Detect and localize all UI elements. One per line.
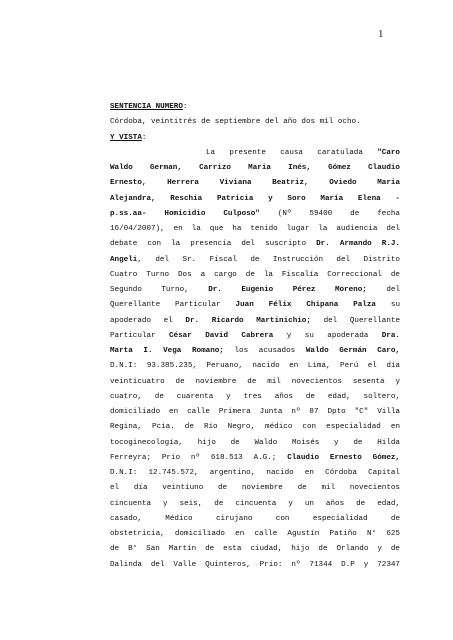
sentencia-label: SENTENCIA NUMERO <box>110 103 183 111</box>
bold-text: Dr. Eugenio Pérez Moreno; <box>208 286 367 294</box>
vista-colon: : <box>141 133 147 142</box>
text-run: D.N.I: 93.385.235, Peruano, nacido en Lima, Perú el día <box>110 362 400 371</box>
text-line <box>110 268 400 283</box>
bold-text: "Caro <box>377 148 400 157</box>
text-run: tocoginecología, hijo de Waldo Moisés y de Hilda <box>110 438 400 447</box>
text-run: del Querellante <box>310 316 401 325</box>
text-run: Segundo Turno, <box>110 286 209 294</box>
paragraph <box>110 146 400 573</box>
text-run: del <box>366 286 400 294</box>
bold-text: Dr. Armando R.J. <box>316 240 400 249</box>
text-run: Particular <box>110 331 169 340</box>
text-run: domiciliado en calle Primera Junta nº 87 Dpto "C" Villa <box>110 408 400 416</box>
text-run: Dalinda del Valle Quinteros, Prio: nº 71344 D.P y 72347 <box>110 560 400 569</box>
vista-heading <box>110 131 400 146</box>
text-line <box>110 512 400 527</box>
text-run: , del Sr. Fiscal de Instrucción del Distrito <box>137 255 400 264</box>
text-line <box>110 161 400 176</box>
text-run: los acusados <box>223 347 306 355</box>
text-line <box>110 253 400 268</box>
text-line <box>110 375 400 390</box>
text-run: (Nº 59400 de fecha <box>259 209 400 218</box>
text-line <box>110 558 400 573</box>
text-line <box>110 451 400 466</box>
text-line <box>110 344 400 359</box>
bold-text: Dra. <box>381 331 400 340</box>
text-run: el día veintiuno de noviembre de mil novecientos <box>110 484 400 493</box>
text-run: 16/04/2007), en la que ha tenido lugar la audiencia del <box>110 225 400 233</box>
text-run: su <box>375 301 401 310</box>
text-line <box>110 420 400 435</box>
text-line <box>110 237 400 252</box>
bold-text: Angeli <box>110 255 138 264</box>
text-line <box>110 542 400 557</box>
text-line <box>110 329 400 344</box>
text-line <box>110 359 400 374</box>
bold-text: Waldo German, Carrizo Maria Inés, Gómez Claudio <box>110 164 400 172</box>
bold-text: p.ss.aa- Homicidio Culposo" <box>110 209 260 218</box>
text-line <box>110 390 400 405</box>
text-run: de B° San Martín de esta ciudad, hijo de Orlando y de <box>110 545 400 554</box>
text-run: Ferreyra; Prio nº 618.513 A.G.; <box>110 453 288 462</box>
text-line <box>110 481 400 496</box>
text-run: apoderado el <box>110 316 186 325</box>
text-line <box>110 405 400 420</box>
bold-text: Marta I. Vega Romano; <box>110 347 224 355</box>
bold-text: Waldo Germán Caro, <box>305 347 400 355</box>
text-line <box>110 222 400 237</box>
text-line <box>110 298 400 313</box>
text-line <box>110 207 400 222</box>
bold-text: Dr. Ricardo Martinichio; <box>185 316 311 325</box>
text-run: cincuenta y seis, de cincuenta y un años de edad, <box>110 499 400 508</box>
text-run: D.N.I: 12.745.572, argentino, nacido en Córdoba Capital <box>110 469 400 477</box>
text-run: debate con la presencia del suscripto <box>110 240 317 249</box>
text-run: La presente causa caratulada <box>206 148 378 157</box>
bold-text: Alejandra, Reschia Patricia y Soro María Elena - <box>110 194 400 203</box>
text-line <box>110 436 400 451</box>
text-run: Regina, Pcia. de Río Negro, médico con especialidad en <box>110 423 400 432</box>
page-number: 1 <box>378 28 384 40</box>
text-line <box>110 527 400 542</box>
vista-label: Y VISTA <box>110 133 142 142</box>
bold-text: Juan Félix Chipana Palza <box>235 301 376 310</box>
document-body <box>110 100 400 573</box>
text-line <box>110 466 400 481</box>
text-run: cuatro, de cuarenta y tres años de edad, soltero, <box>110 392 400 401</box>
text-run: y su apoderada <box>273 331 382 340</box>
text-line <box>110 146 400 161</box>
sentencia-heading <box>110 100 400 115</box>
text-line <box>110 314 400 329</box>
text-run: casado, Médico cirujano con especialidad de <box>110 514 400 523</box>
sentencia-colon: : <box>182 103 188 111</box>
bold-text: Claudio Ernesto Gómez, <box>287 453 400 462</box>
text-line <box>110 192 400 207</box>
text-run: veinticuatro de noviembre de mil novecientos sesenta y <box>110 377 400 386</box>
text-run: obstetricia, domiciliado en calle Agustín Patiño N° 625 <box>110 530 400 538</box>
text-line <box>110 283 400 298</box>
text-line <box>110 176 400 191</box>
text-run: Querellante Particular <box>110 301 236 310</box>
bold-text: César David Cabrera <box>169 331 274 340</box>
text-run: Cuatro Turno Dos a cargo de la Fiscalía Correccional de <box>110 270 400 279</box>
text-line <box>110 497 400 512</box>
bold-text: Ernesto, Herrera Viviana Beatriz, Oviedo Maria <box>110 179 400 188</box>
date-line: Córdoba, veintitrés de septiembre del año dos mil ocho. <box>110 118 361 127</box>
